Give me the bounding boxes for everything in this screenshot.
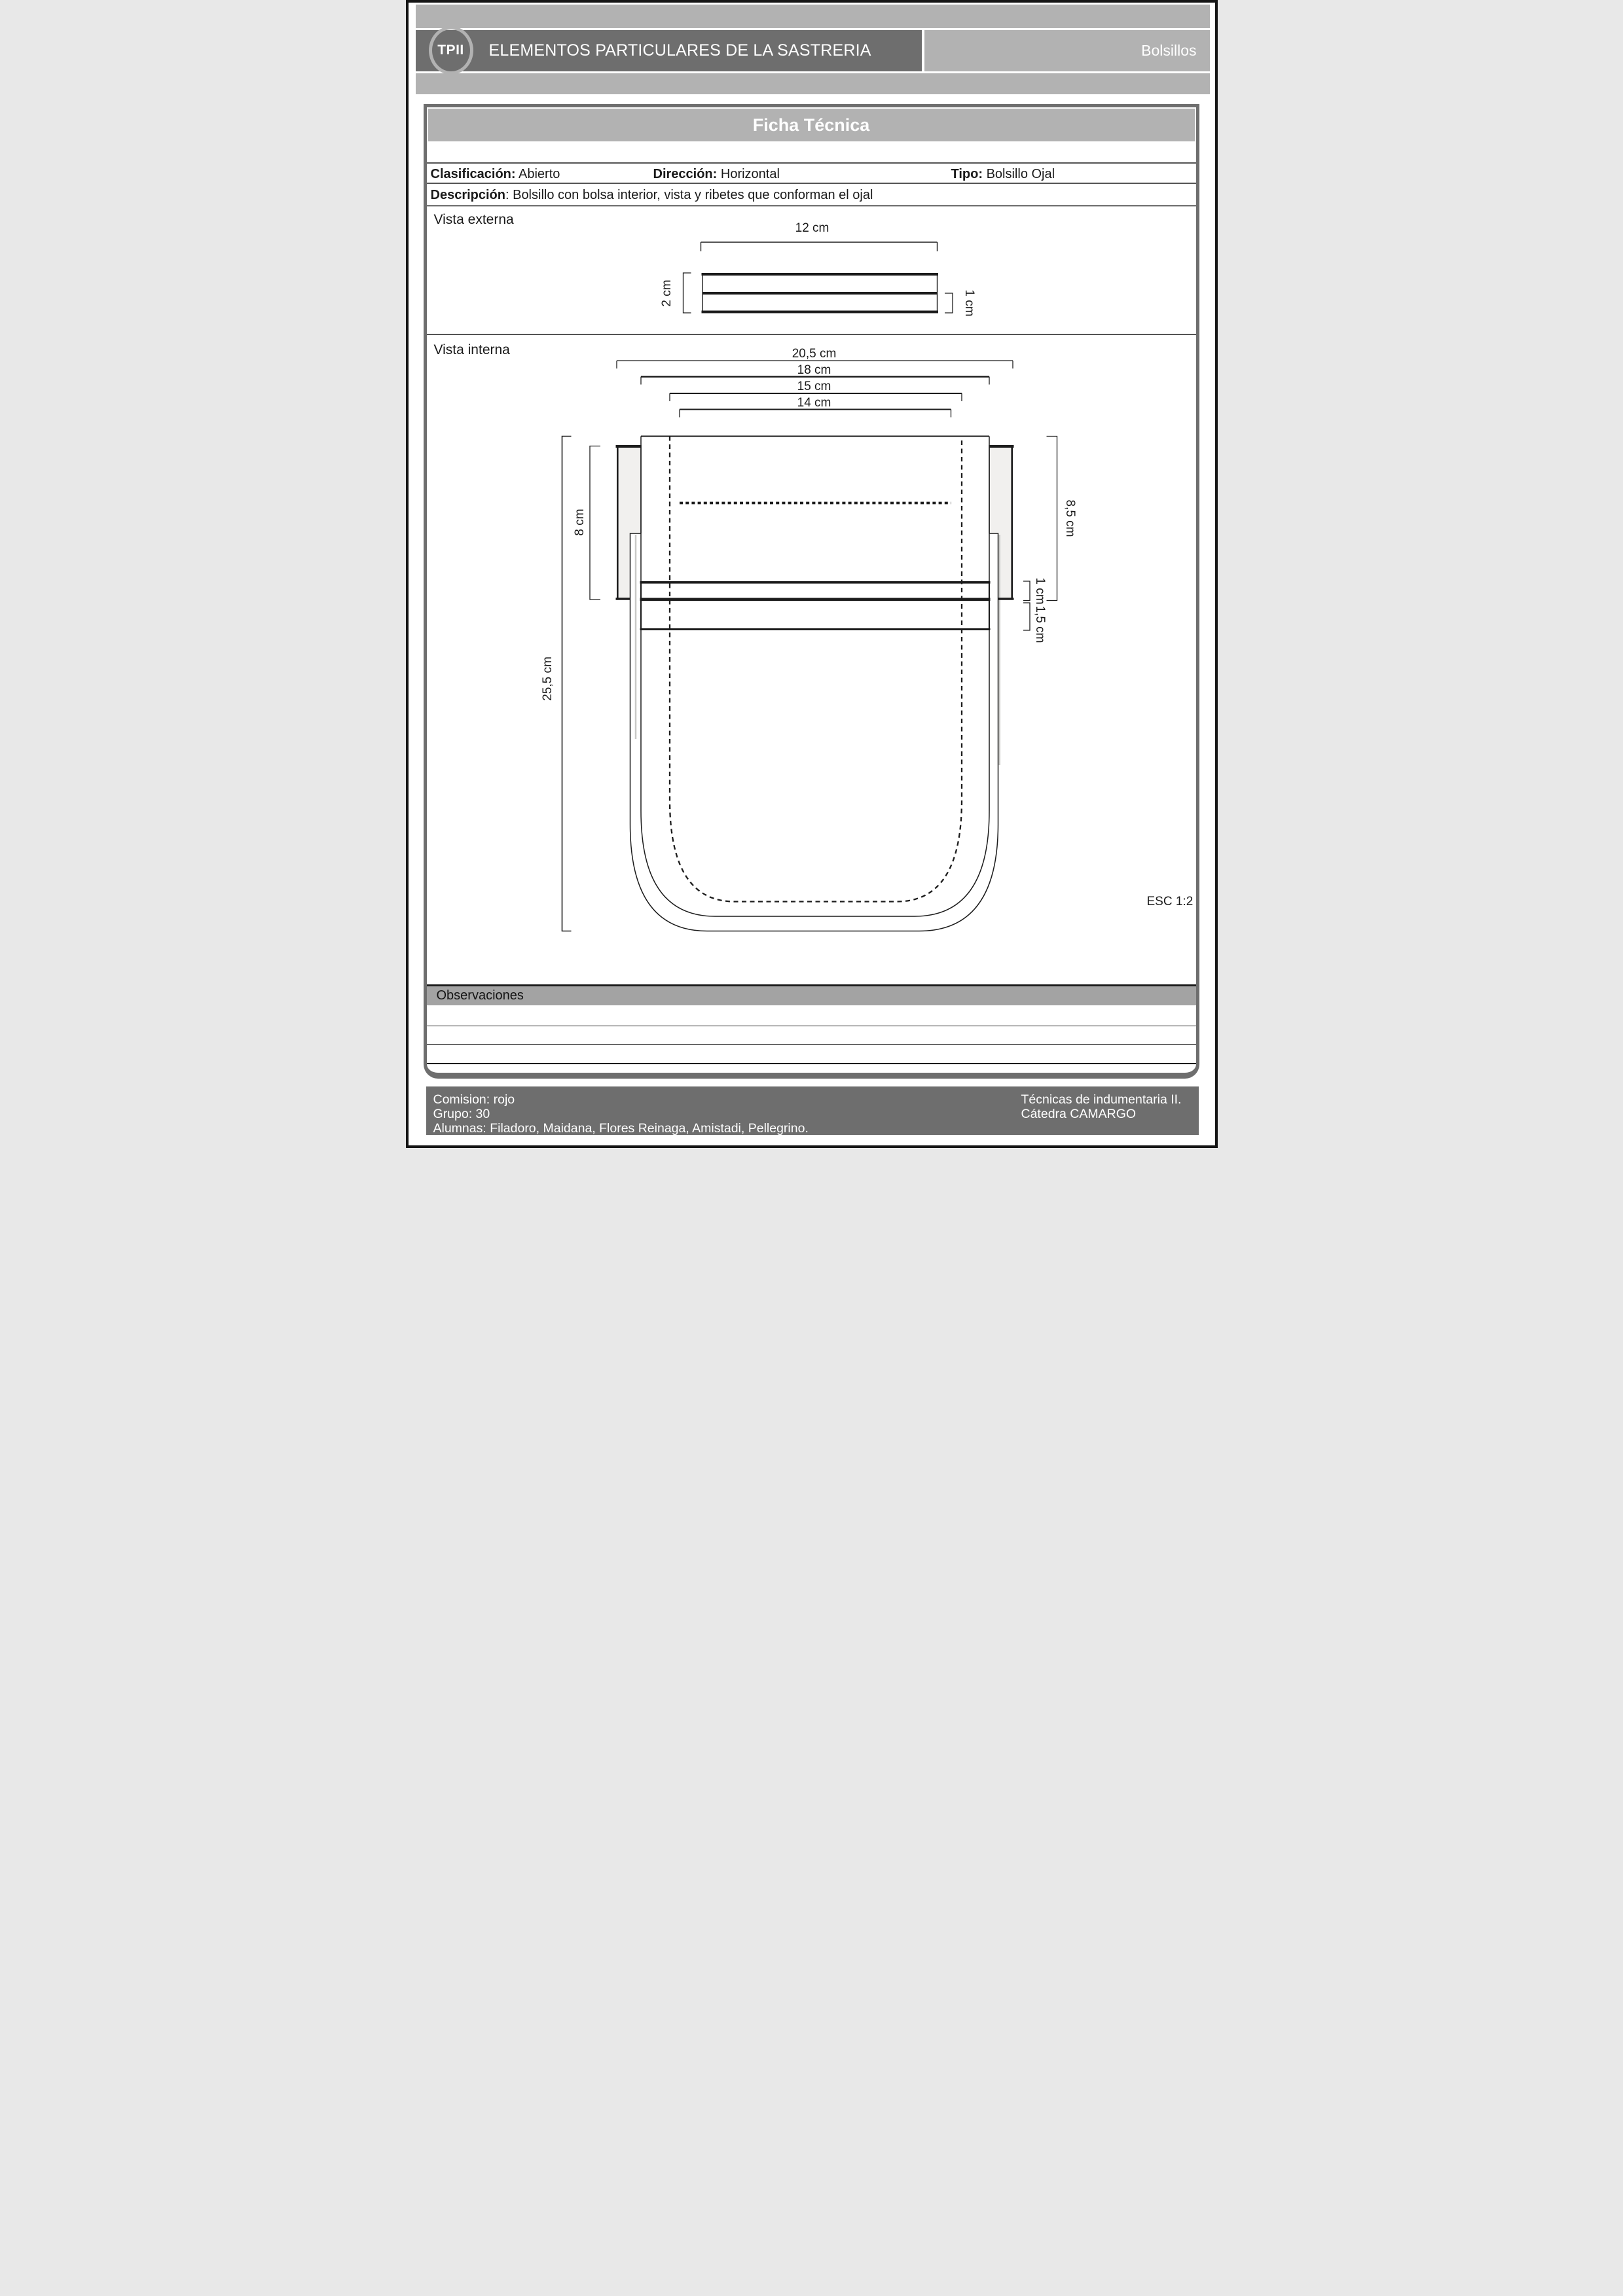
ficha-card [424, 104, 1199, 1079]
footer-band [426, 1086, 1199, 1135]
bracket-85cm [1046, 437, 1057, 601]
band-sides [641, 581, 989, 630]
welt-rect-sides [702, 273, 938, 313]
field-tipo [951, 166, 1055, 182]
observaciones-band [427, 986, 1196, 1005]
field-tipo-label: Tipo: [951, 167, 983, 181]
dim-label-15cm: 15 cm [797, 380, 831, 393]
section-label-vista-interna: Vista interna [433, 342, 510, 357]
bag-fill [630, 533, 998, 931]
bracket-1cm-externa [945, 293, 953, 313]
observaciones-row-line [427, 1026, 1196, 1027]
header-section-tab [924, 30, 1210, 71]
bag-inner-outline [641, 437, 989, 917]
footer-left-column [433, 1092, 809, 1136]
bracket-1cm-interna [1023, 581, 1030, 601]
observaciones-row-line [427, 1044, 1196, 1045]
dim-label-255cm: 25,5 cm [540, 656, 555, 701]
dim-label-15cm-interna: 1,5 cm [1032, 605, 1047, 643]
section-label-vista-externa: Vista externa [433, 212, 514, 227]
scale-note: ESC 1:2 [1146, 895, 1194, 908]
header-tab-label: Bolsillos [1141, 42, 1197, 59]
tpii-logo-text: TPII [437, 43, 464, 58]
field-direccion [653, 166, 780, 182]
field-direccion-label: Dirección: [653, 167, 718, 181]
field-descripcion-label: Descripción [430, 188, 505, 202]
dim-label-12cm: 12 cm [795, 221, 830, 235]
header-band [416, 5, 1210, 94]
technical-drawing-svg [427, 107, 1196, 1073]
tpii-logo-circle [429, 26, 473, 75]
dim-label-18cm: 18 cm [797, 363, 831, 377]
bracket-2cm [683, 273, 691, 313]
footer-right-column [1021, 1092, 1182, 1121]
bag-stitch-dashed [670, 437, 962, 902]
dim-ticks-14cm [680, 410, 951, 418]
header-middle-strip [416, 28, 1210, 73]
footer-catedra-line1: Técnicas de indumentaria II. [1021, 1092, 1182, 1107]
ficha-tecnica-page [406, 0, 1218, 1148]
facing-inner-edges [641, 445, 989, 600]
dim-label-14cm: 14 cm [797, 395, 831, 410]
bag-outer-outline [630, 533, 998, 931]
field-tipo-value: Bolsillo Ojal [986, 167, 1055, 181]
header-title: ELEMENTOS PARTICULARES DE LA SASTRERIA [488, 41, 871, 60]
field-descripcion [431, 187, 873, 203]
dim-label-85cm: 8,5 cm [1063, 499, 1077, 537]
bracket-15cm-interna [1023, 603, 1030, 630]
dim-line-12cm [701, 242, 937, 251]
footer-catedra-line2: Cátedra CAMARGO [1021, 1107, 1137, 1121]
facing-left [617, 445, 641, 600]
footer-comision: Comision: rojo [433, 1092, 515, 1107]
header-title-bar [416, 30, 922, 71]
facing-right [989, 445, 1013, 600]
field-direccion-value: Horizontal [720, 167, 780, 181]
footer-grupo: Grupo: 30 [433, 1107, 490, 1121]
card-title-band [428, 109, 1195, 141]
field-descripcion-value: : Bolsillo con bolsa interior, vista y ribetes que conforman el ojal [505, 188, 873, 202]
observaciones-bottom-line [427, 1063, 1196, 1065]
observaciones-label: Observaciones [436, 988, 524, 1003]
band1-fill [641, 581, 989, 601]
dim-label-8cm: 8 cm [572, 509, 587, 536]
dim-label-1cm-externa: 1 cm [962, 289, 976, 317]
field-clasificacion-label: Clasificación: [430, 167, 516, 181]
bracket-255cm [562, 437, 571, 931]
band2-fill [641, 601, 989, 631]
dim-label-205cm: 20,5 cm [792, 347, 837, 361]
field-clasificacion [431, 166, 560, 182]
dim-label-1cm-interna: 1 cm [1032, 577, 1047, 605]
field-clasificacion-value: Abierto [519, 167, 560, 181]
bracket-8cm [590, 446, 600, 600]
facing-outer-edges [617, 445, 1012, 600]
dim-label-2cm: 2 cm [659, 279, 674, 307]
footer-alumnas: Alumnas: Filadoro, Maidana, Flores Reinaga, Amistadi, Pellegrino. [433, 1121, 809, 1136]
card-title: Ficha Técnica [752, 115, 870, 135]
